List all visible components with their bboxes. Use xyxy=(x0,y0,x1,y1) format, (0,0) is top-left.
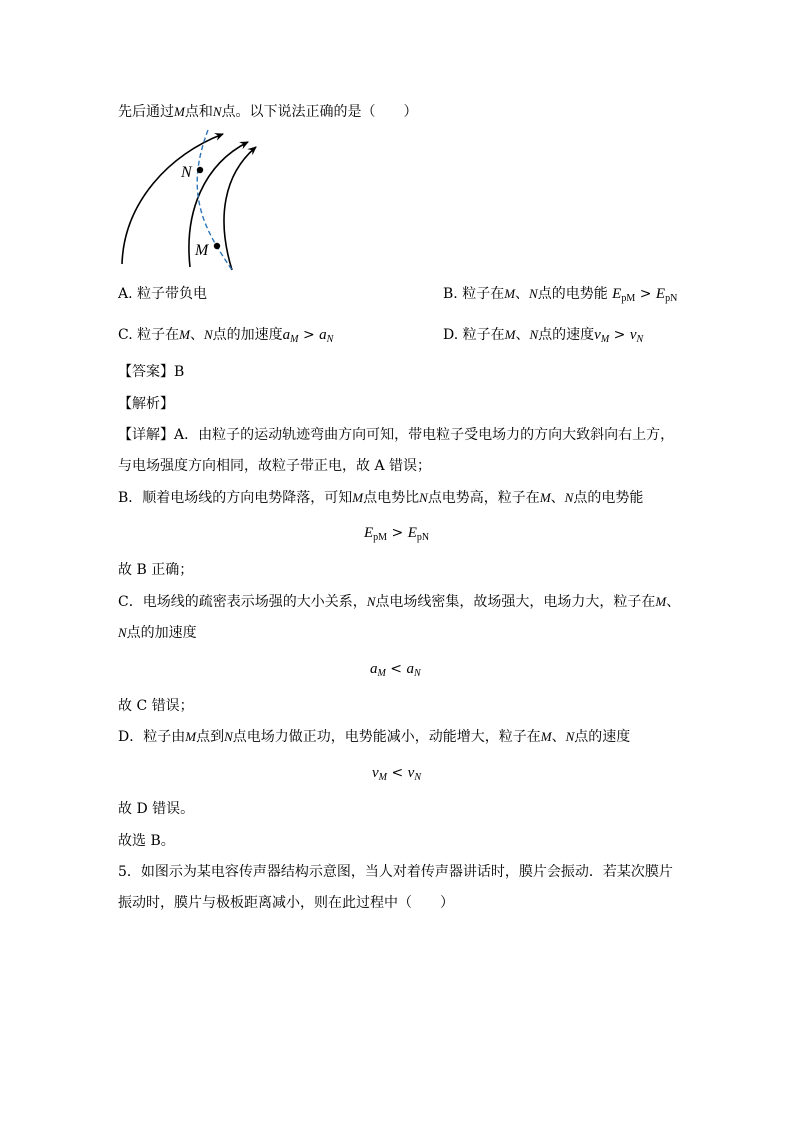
detail-a-text2: 与电场强度方向相同，故粒子带正电，故 A 错误； xyxy=(118,458,432,474)
detail-b-mid1: 点电势比 xyxy=(363,490,420,506)
detail-d-pre: D．粒子由 xyxy=(118,729,186,745)
option-c-post: 点的加速度 xyxy=(212,327,283,343)
detail-d-m1: M xyxy=(185,729,197,744)
option-c-m: M xyxy=(179,327,190,342)
option-b-lhs-var: E xyxy=(612,286,622,302)
detail-b-m2: M xyxy=(539,490,551,505)
detail-a-text1: A．由粒子的运动轨迹弯曲方向可知，带电粒子受电场力的方向大致斜向右上方， xyxy=(174,427,675,443)
option-d-rhs-sub: N xyxy=(636,334,644,345)
detail-d-post: 点的速度 xyxy=(574,729,631,745)
option-d-rhs-var: v xyxy=(629,327,637,343)
detail-d-mid2: 点电场力做正功，电势能减小，动能增大，粒子在 xyxy=(232,729,541,745)
answer-line xyxy=(118,362,184,382)
detail-c-mid: 点电场线密集，故场强大，电场力大，粒子在 xyxy=(375,594,656,610)
question-5-line2 xyxy=(118,893,454,913)
option-c-rhs-var: a xyxy=(319,327,327,343)
equation-d xyxy=(372,763,421,788)
option-c-sep: 、 xyxy=(189,327,204,343)
option-b-letter: B. xyxy=(443,286,458,302)
detail-d-conclusion-text: 故 D 错误。 xyxy=(118,801,195,817)
detail-d-line xyxy=(118,727,630,747)
option-c-lhs-var: a xyxy=(282,327,291,343)
answer-value: B xyxy=(174,364,185,380)
detail-b-sep: 、 xyxy=(550,490,565,506)
eq-c-rhs-var: a xyxy=(406,661,414,677)
detail-c-m1: M xyxy=(655,594,667,609)
option-c-op: > xyxy=(302,327,315,343)
option-c xyxy=(118,325,333,350)
detail-c-sep1: 、 xyxy=(666,594,681,610)
point-m-label: M xyxy=(174,104,185,119)
detail-c-pre: C．电场线的疏密表示场强的大小关系， xyxy=(118,594,367,610)
option-b-n: N xyxy=(529,286,538,301)
detail-c-post: 点的加速度 xyxy=(126,625,197,641)
eq-d-lhs-var: v xyxy=(372,765,379,781)
answer-tag: 【答案】 xyxy=(118,364,174,380)
option-b-post: 点的电势能 xyxy=(537,286,608,302)
eq-c-lhs-sub: M xyxy=(377,668,386,679)
detail-b-n1: N xyxy=(419,490,428,505)
eq-b-rhs-var: E xyxy=(407,525,417,541)
detail-b-m1: M xyxy=(352,490,364,505)
option-b-op: > xyxy=(639,286,652,302)
option-d-lhs-sub: M xyxy=(600,334,610,345)
equation-b xyxy=(364,523,429,548)
eq-b-lhs-sub: pM xyxy=(373,532,388,543)
detail-b-line xyxy=(118,488,643,508)
option-c-rhs-sub: N xyxy=(326,334,334,345)
point-n-dot xyxy=(197,167,203,173)
option-c-lhs-sub: M xyxy=(290,334,299,345)
option-a-text: 粒子带负电 xyxy=(137,286,208,302)
detail-c-conclusion-text: 故 C 错误； xyxy=(118,698,194,714)
detail-d-conclusion xyxy=(118,799,194,819)
option-c-n: N xyxy=(203,327,213,342)
intro-text-2: 点和 xyxy=(184,104,213,120)
option-c-pre: 粒子在 xyxy=(137,327,180,343)
point-m-dot xyxy=(214,243,220,249)
option-b-lhs-sub: pM xyxy=(621,293,636,304)
option-a-letter: A. xyxy=(118,286,133,302)
option-b-sep: 、 xyxy=(515,286,530,302)
detail-c-line1 xyxy=(118,592,680,612)
question-5-text1: 5．如图示为某电容传声器结构示意图，当人对着传声器讲话时，膜片会振动．若某次膜片 xyxy=(118,864,673,880)
intro-text-3: 点。以下说法正确的是（ ） xyxy=(221,104,418,120)
eq-d-rhs-sub: N xyxy=(414,772,421,783)
detail-d-n1: N xyxy=(224,729,233,744)
option-b xyxy=(443,284,677,309)
option-d-post: 点的速度 xyxy=(538,327,595,343)
analysis-tag: 【解析】 xyxy=(118,396,174,412)
option-b-rhs-var: E xyxy=(655,286,666,302)
final-choice-text: 故选 B。 xyxy=(118,833,175,849)
option-b-pre: 粒子在 xyxy=(462,286,505,302)
detail-c-line2 xyxy=(118,623,197,643)
option-b-m: M xyxy=(504,286,516,301)
eq-c-rhs-sub: N xyxy=(413,668,421,679)
field-line-right xyxy=(224,147,256,270)
analysis-heading xyxy=(118,394,174,414)
detail-b-conclusion-text: 故 B 正确； xyxy=(118,562,194,578)
question-5-line1 xyxy=(118,862,673,882)
eq-b-rhs-sub: pN xyxy=(416,532,430,543)
detail-tag: 【详解】 xyxy=(118,427,174,443)
question-intro xyxy=(118,102,418,122)
eq-b-op: > xyxy=(391,525,404,541)
option-d-sep: 、 xyxy=(515,327,530,343)
detail-b-conclusion xyxy=(118,560,193,580)
option-d-op: > xyxy=(613,327,626,343)
eq-c-lhs-var: a xyxy=(370,661,378,677)
option-d-n: N xyxy=(529,327,539,342)
option-a xyxy=(118,284,207,304)
detail-d-mid1: 点到 xyxy=(196,729,225,745)
figure-label-m: M xyxy=(195,242,209,259)
detail-d-m2: M xyxy=(540,729,552,744)
intro-text-1: 先后通过 xyxy=(118,104,174,120)
eq-c-op: < xyxy=(390,661,403,677)
option-d-pre: 粒子在 xyxy=(462,327,505,343)
option-d-m: M xyxy=(504,327,516,342)
detail-c-conclusion xyxy=(118,696,194,716)
detail-b-mid2: 点电势高，粒子在 xyxy=(427,490,540,506)
option-c-letter: C. xyxy=(118,327,133,343)
question-5-text2: 振动时，膜片与极板距离减小，则在此过程中（ ） xyxy=(118,895,454,911)
option-d xyxy=(443,325,643,350)
detail-c-n1: N xyxy=(366,594,376,609)
eq-d-op: < xyxy=(391,765,404,781)
final-choice xyxy=(118,831,175,851)
detail-b-n2: N xyxy=(564,490,574,505)
detail-b-post: 点的电势能 xyxy=(573,490,644,506)
detail-d-sep: 、 xyxy=(551,729,566,745)
eq-b-lhs-var: E xyxy=(364,525,374,541)
point-n-label: N xyxy=(212,104,222,119)
detail-a-line1 xyxy=(118,425,674,445)
detail-a-line2 xyxy=(118,456,431,476)
electric-field-figure xyxy=(110,122,280,272)
figure-label-n: N xyxy=(181,164,192,181)
detail-c-n2: N xyxy=(118,625,127,640)
equation-c xyxy=(370,659,421,684)
eq-d-rhs-var: v xyxy=(407,765,415,781)
option-d-lhs-var: v xyxy=(594,327,601,343)
option-b-rhs-sub: pN xyxy=(665,293,678,304)
detail-b-pre: B．顺着电场线的方向电势降落，可知 xyxy=(118,490,353,506)
option-d-letter: D. xyxy=(443,327,459,343)
detail-d-n2: N xyxy=(565,729,575,744)
eq-d-lhs-sub: M xyxy=(378,772,388,783)
